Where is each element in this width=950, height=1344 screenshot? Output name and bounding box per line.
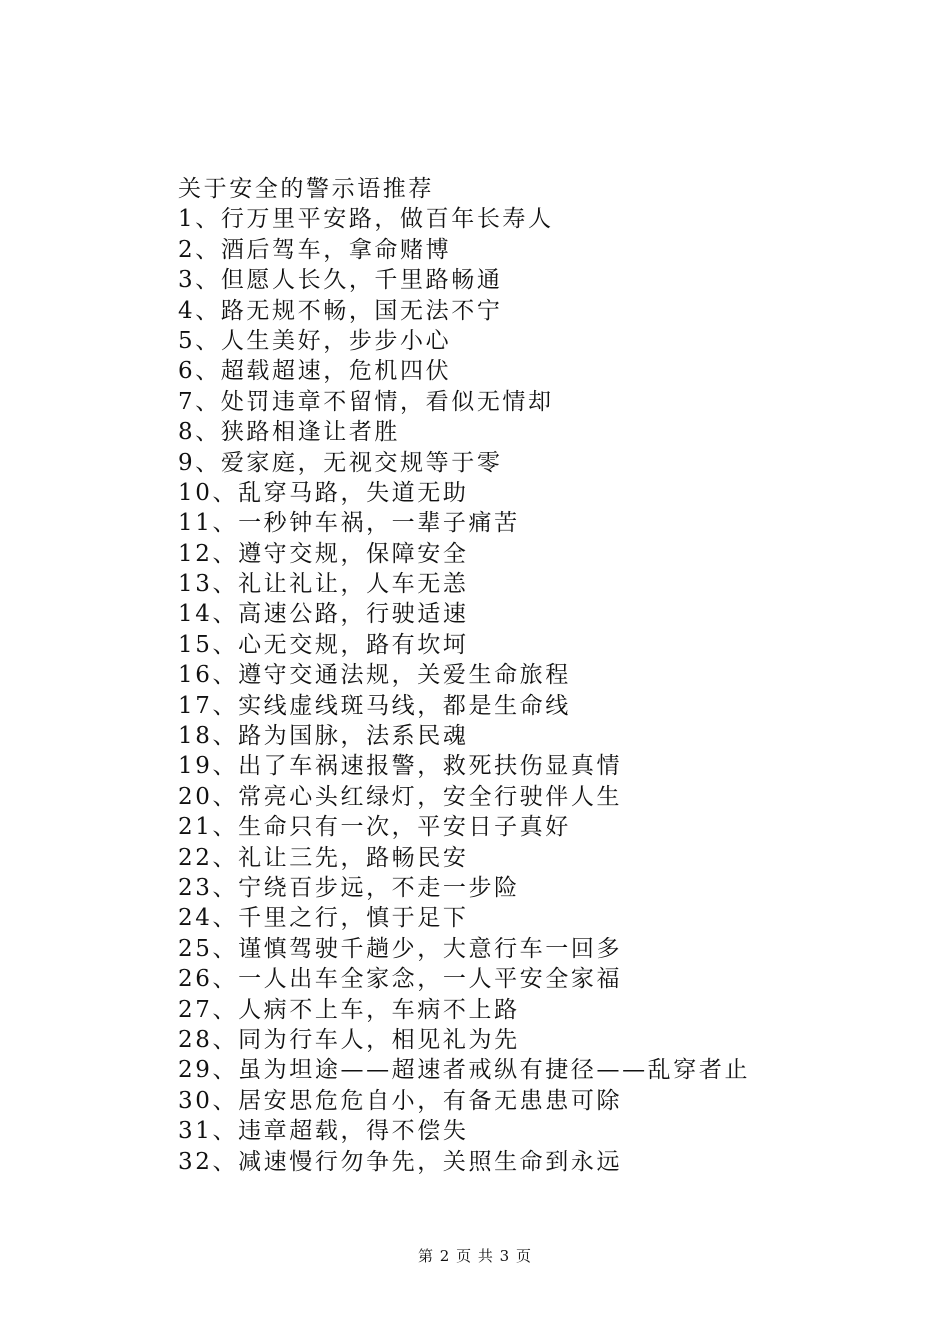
list-item: 16、遵守交通法规，关爱生命旅程 bbox=[178, 662, 571, 689]
list-item: 9、爱家庭，无视交规等于零 bbox=[178, 449, 503, 476]
list-item: 7、处罚违章不留情，看似无情却 bbox=[178, 388, 554, 415]
list-item: 32、减速慢行勿争先，关照生命到永远 bbox=[178, 1148, 623, 1175]
list-item: 21、生命只有一次，平安日子真好 bbox=[178, 814, 571, 841]
list-item: 27、人病不上车，车病不上路 bbox=[178, 996, 520, 1023]
list-item: 30、居安思危危自小，有备无患患可除 bbox=[178, 1087, 623, 1114]
list-item: 5、人生美好，步步小心 bbox=[178, 327, 452, 354]
list-item: 8、狭路相逢让者胜 bbox=[178, 419, 401, 446]
list-item: 31、违章超载，得不偿失 bbox=[178, 1118, 469, 1145]
list-item: 28、同为行车人，相见礼为先 bbox=[178, 1026, 520, 1053]
document-body bbox=[178, 174, 898, 1177]
list-item: 1、行万里平安路，做百年长寿人 bbox=[178, 206, 554, 233]
list-item: 22、礼让三先，路畅民安 bbox=[178, 844, 469, 871]
page-footer bbox=[0, 1246, 950, 1266]
list-item: 15、心无交规，路有坎坷 bbox=[178, 631, 469, 658]
list-item: 24、千里之行，慎于足下 bbox=[178, 905, 469, 932]
list-item: 4、路无规不畅，国无法不宁 bbox=[178, 297, 503, 324]
list-item: 12、遵守交规，保障安全 bbox=[178, 540, 469, 567]
list-item: 14、高速公路，行驶适速 bbox=[178, 601, 469, 628]
list-item: 13、礼让礼让，人车无恙 bbox=[178, 571, 469, 598]
list-item: 2、酒后驾车，拿命赌博 bbox=[178, 236, 452, 263]
list-item: 25、谨慎驾驶千趟少，大意行车一回多 bbox=[178, 935, 623, 962]
list-item: 11、一秒钟车祸，一辈子痛苦 bbox=[178, 510, 520, 537]
list-item: 10、乱穿马路，失道无助 bbox=[178, 479, 469, 506]
list-item: 3、但愿人长久，千里路畅通 bbox=[178, 267, 503, 294]
document-title: 关于安全的警示语推荐 bbox=[178, 176, 434, 202]
list-item: 29、虽为坦途——超速者戒纵有捷径——乱穿者止 bbox=[178, 1057, 751, 1084]
page-number-label: 第 2 页 共 3 页 bbox=[418, 1247, 532, 1265]
list-item: 17、实线虚线斑马线，都是生命线 bbox=[178, 692, 571, 719]
list-item: 18、路为国脉，法系民魂 bbox=[178, 723, 469, 750]
list-item: 23、宁绕百步远，不走一步险 bbox=[178, 874, 520, 901]
list-item: 19、出了车祸速报警，救死扶伤显真情 bbox=[178, 753, 623, 780]
list-item: 20、常亮心头红绿灯，安全行驶伴人生 bbox=[178, 783, 623, 810]
list-item: 26、一人出车全家念，一人平安全家福 bbox=[178, 966, 623, 993]
list-item: 6、超载超速，危机四伏 bbox=[178, 358, 452, 385]
